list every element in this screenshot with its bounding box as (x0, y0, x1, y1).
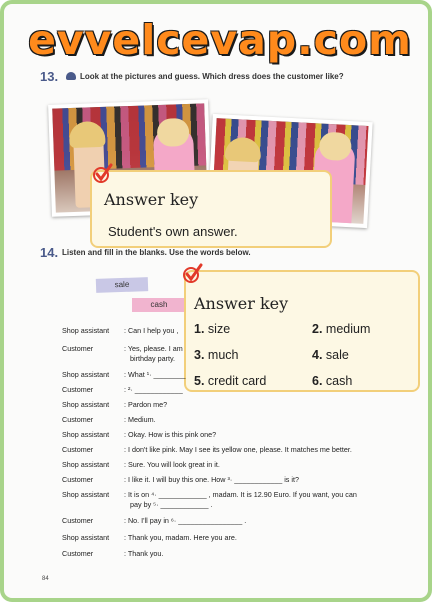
line-text: : Sure. You will look great in it. (124, 460, 220, 469)
speaker: Customer (62, 475, 94, 484)
speaker: Customer (62, 344, 94, 353)
listen-icon (66, 72, 76, 80)
answer-item: 1. size (194, 322, 231, 336)
line-text: : Thank you. (124, 549, 164, 558)
line-text: : What ¹· ________ (124, 370, 186, 379)
question-14-text: Listen and fill in the blanks. Use the words below. (62, 248, 251, 257)
speaker: Shop assistant (62, 400, 110, 409)
answer-key-title: Answer key (194, 294, 289, 313)
speaker: Shop assistant (62, 430, 110, 439)
question-13-text: Look at the pictures and guess. Which dress does the customer like? (80, 72, 344, 81)
question-13-number: 13. (40, 69, 59, 84)
line-text-cont: birthday party. (130, 354, 176, 363)
speaker: Customer (62, 385, 94, 394)
speaker: Shop assistant (62, 370, 110, 379)
answer-item: 3. much (194, 348, 239, 362)
answer-item: 6. cash (312, 374, 353, 388)
word-tag-cash: cash (132, 298, 186, 312)
line-text: : I like it. I will buy this one. How ³· ____________ is it? (124, 475, 299, 484)
speaker: Customer (62, 516, 94, 525)
line-text: : Can I help you , (124, 326, 179, 335)
line-text: : Medium. (124, 415, 156, 424)
line-text: : Okay. How is this pink one? (124, 430, 217, 439)
speaker: Shop assistant (62, 326, 110, 335)
dialogue-row (62, 344, 402, 364)
speaker: Shop assistant (62, 490, 110, 499)
line-text: : Pardon me? (124, 400, 168, 409)
answer-key-title: Answer key (104, 190, 199, 209)
checkmark-icon (92, 162, 114, 184)
answer-key-body: Student's own answer. (108, 224, 238, 239)
site-watermark: evvelcevap.com (28, 16, 412, 64)
speaker: Customer (62, 549, 94, 558)
answer-item: 5. credit card (194, 374, 267, 388)
answer-item: 2. medium (312, 322, 371, 336)
page-number: 84 (42, 576, 49, 582)
speaker: Customer (62, 445, 94, 454)
answer-key-card-1 (90, 170, 332, 248)
speaker: Customer (62, 415, 94, 424)
line-text: : No. I'll pay in ⁶· ________________ . (124, 516, 247, 525)
line-text: : Thank you, madam. Here you are. (124, 533, 237, 542)
dialogue-row (62, 490, 402, 510)
line-text: : It is on ⁴· ____________ , madam. It is 12.90 Euro. If you want, you can (124, 490, 357, 499)
line-text: : Yes, please. I am (124, 344, 183, 353)
question-14-number: 14. (40, 245, 59, 260)
line-text: : I don't like pink. May I see its yellow one, please. It matches me better. (124, 445, 352, 454)
answer-item: 4. sale (312, 348, 349, 362)
word-tag-sale: sale (96, 277, 148, 293)
checkmark-icon (182, 262, 204, 284)
speaker: Shop assistant (62, 460, 110, 469)
line-text-cont: pay by ⁵· ____________ . (130, 500, 213, 509)
line-text: : ²· ____________ (124, 385, 183, 394)
speaker: Shop assistant (62, 533, 110, 542)
